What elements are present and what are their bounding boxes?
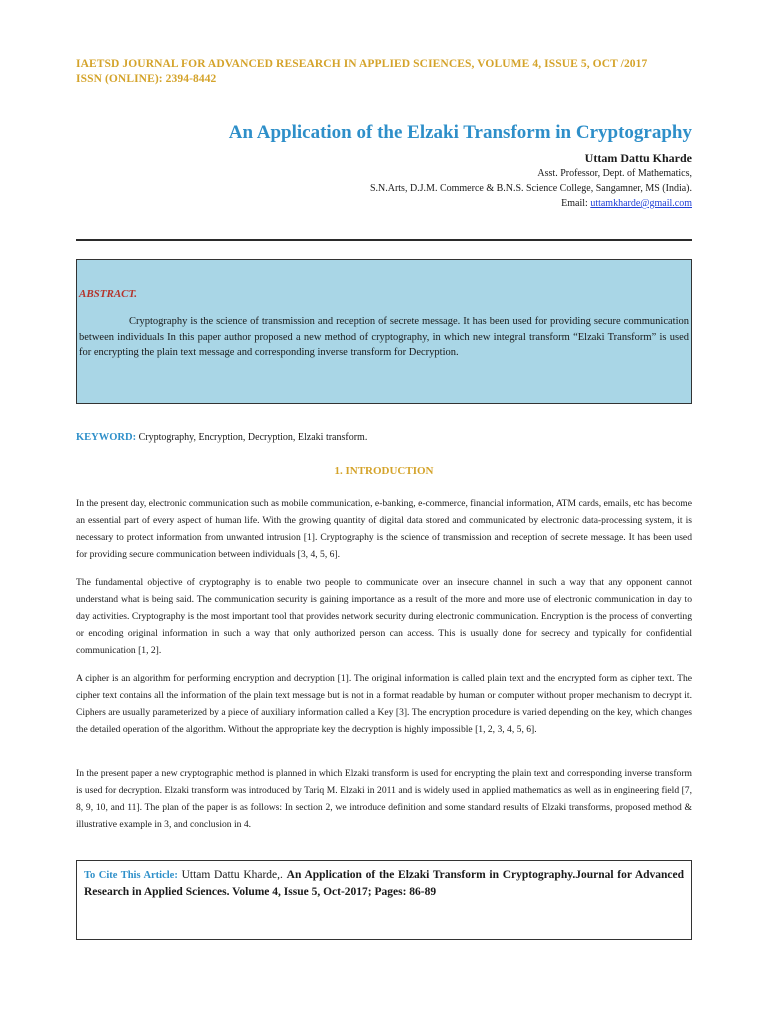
email-link[interactable]: uttamkharde@gmail.com <box>590 198 692 209</box>
email-line <box>370 196 692 211</box>
introduction-heading: 1. INTRODUCTION <box>334 465 434 477</box>
intro-paragraph-4: In the present paper a new cryptographic method is planned in which Elzaki transform is used for encrypting the plain text and corresponding inverse transform is used for decryption. Elzaki transform was introduced by Tariq M. Elzaki in 2011 and is widely used in applied mathematics as well as in engineering field [7, 8, 9, 10, and 11]. The plan of the paper is as follows: In section 2, we introduce definition and some standard results of Elzaki transforms, proposed method & illustrative example in 3, and conclusion in 4. <box>76 768 692 830</box>
abstract-box <box>76 259 692 404</box>
abstract-body: Cryptography is the science of transmission and reception of secrete message. It has been used for providing secure communication between individuals In this paper author proposed a new method of cryptography, in which new integral transform “Elzaki Transform” is used for encrypting the plain text message and corresponding inverse transform for Decryption. <box>79 316 689 358</box>
intro-paragraph-1: In the present day, electronic communication such as mobile communication, e-banking, e-commerce, financial information, ATM cards, emails, etc has become an essential part of every aspect of human life. With the growing quantity of digital data stored and communicated by electronic data-processing system, it is necessary to protect information from unwanted intrusion [1]. Cryptography is the science of transmission and reception of secrete message. It has been used for providing secure communication between individuals [3, 4, 5, 6]. <box>76 498 692 560</box>
intro-paragraph-2: The fundamental objective of cryptography is to enable two people to communicate over an insecure channel in such a way that any opponent cannot understand what is being said. The communication security is gaining importance as a result of the more and more use of electronic communication in day to day activities. Cryptography is the most important tool that provides network security during electronic communication. Encryption is the process of converting or encoding original information in such a way that only authorized person can access. This is usually done for secrecy and typically for confidential communication [1, 2]. <box>76 577 692 656</box>
email-label: Email: <box>561 198 588 209</box>
paper-title: An Application of the Elzaki Transform in Cryptography <box>228 122 692 143</box>
citation-label: To Cite This Article: <box>84 870 178 881</box>
keywords-text: Cryptography, Encryption, Decryption, Elzaki transform. <box>138 432 368 443</box>
citation-author: Uttam Dattu Kharde,. <box>181 869 283 881</box>
affiliation-line-1: Asst. Professor, Dept. of Mathematics, <box>537 168 692 179</box>
abstract-heading: ABSTRACT. <box>79 288 137 300</box>
keywords-line <box>76 432 367 443</box>
journal-issn-line: ISSN (ONLINE): 2394-8442 <box>76 73 217 85</box>
author-block <box>370 150 692 211</box>
citation-reference: An Application of the Elzaki Transform in Cryptography.Journal for Advanced Research in Applied Sciences. Volume 4, Issue 5, Oct-2017; Pages: 86-89 <box>84 869 685 898</box>
abstract-text <box>79 314 691 361</box>
intro-paragraph-3: A cipher is an algorithm for performing encryption and decryption [1]. The original information is called plain text and the encrypted form as cipher text. The cipher text contains all the information of the plain text message but is not in a format readable by human or computer without proper mechanism to decrypt it. Ciphers are usually parameterized by a piece of auxiliary information called a Key [3]. The encryption procedure is varied depending on the key, which changes the detailed operation of the algorithm. Without the appropriate key the decryption is highly impossible [1, 2, 3, 4, 5, 6]. <box>76 673 692 735</box>
author-name: Uttam Dattu Kharde <box>584 151 692 165</box>
header-divider <box>76 239 692 241</box>
citation-box <box>76 860 692 940</box>
journal-header-line: IAETSD JOURNAL FOR ADVANCED RESEARCH IN APPLIED SCIENCES, VOLUME 4, ISSUE 5, OCT /2017 <box>76 58 648 70</box>
keywords-label: KEYWORD: <box>76 432 137 443</box>
affiliation-line-2: S.N.Arts, D.J.M. Commerce & B.N.S. Science College, Sangamner, MS (India). <box>369 183 692 194</box>
